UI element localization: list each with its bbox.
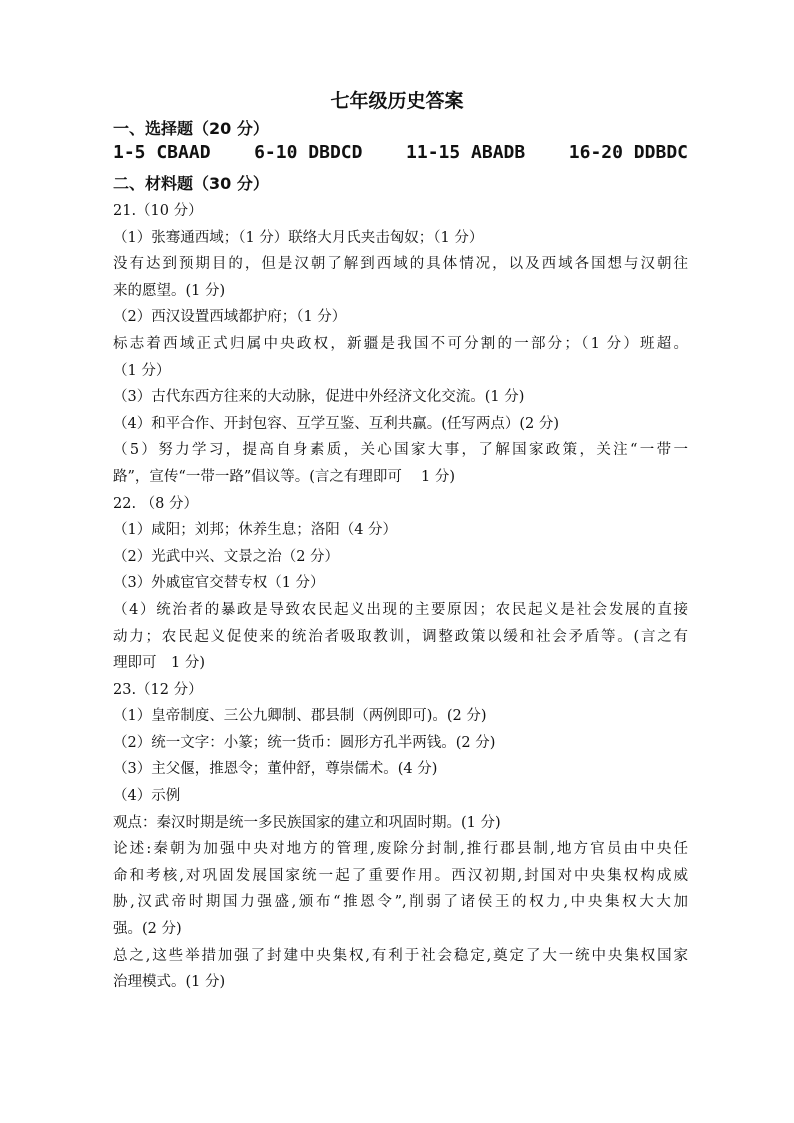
answer-line: 论述:秦朝为加强中央对地方的管理,废除分封制,推行郡县制,地方官员由中央任 — [113, 841, 688, 858]
answer-line: （1 分） — [113, 362, 171, 379]
section-1-heading: 一、选择题（20 分） — [113, 119, 269, 138]
answer-line: 命和考核,对巩固发展国家统一起了重要作用。西汉初期,封国对中央集权构成威 — [113, 867, 688, 884]
answer-line: （4）和平合作、开封包容、互学互鉴、互利共赢。(任写两点）(2 分) — [113, 415, 560, 432]
answer-line: 22. （8 分） — [113, 495, 199, 512]
answer-line: （2）西汉设置西域都护府；（1 分） — [113, 309, 347, 326]
answer-group: 16-20 DDBDC — [568, 142, 688, 163]
section-2-heading: 二、材料题（30 分） — [113, 174, 269, 193]
answer-group: 6-10 DBDCD — [254, 142, 363, 163]
answer-group: 11-15 ABADB — [406, 142, 526, 163]
answer-line: 没有达到预期目的，但是汉朝了解到西域的具体情况，以及西域各国想与汉朝往 — [113, 256, 688, 273]
answer-line: 理即可 1 分) — [113, 655, 205, 672]
answer-line: 路”，宣传“一带一路”倡议等。(言之有理即可 1 分) — [113, 468, 455, 485]
answer-line: 观点：秦汉时期是统一多民族国家的建立和巩固时期。(1 分) — [113, 814, 501, 831]
answer-line: （2）统一文字：小篆；统一货币：圆形方孔半两钱。(2 分) — [113, 734, 496, 751]
answer-line: 总之,这些举措加强了封建中央集权,有利于社会稳定,奠定了大一统中央集权国家 — [113, 947, 688, 964]
material-answers — [113, 198, 688, 996]
answer-line: 来的愿望。(1 分) — [113, 282, 226, 299]
answer-line: （5）努力学习，提高自身素质，关心国家大事，了解国家政策，关注“一带一 — [113, 442, 688, 459]
page-title: 七年级历史答案 — [330, 90, 464, 112]
answer-line: （3）古代东西方往来的大动脉，促进中外经济文化交流。(1 分) — [113, 389, 525, 406]
answer-line: 胁,汉武帝时期国力强盛,颁布“推恩令”,削弱了诸侯王的权力,中央集权大大加 — [113, 894, 688, 911]
answer-line: （4）统治者的暴政是导致农民起义出现的主要原因；农民起义是社会发展的直接 — [113, 601, 688, 618]
answer-line: 强。(2 分) — [113, 921, 182, 938]
answer-line: （1）咸阳；刘邦；休养生息；洛阳（4 分） — [113, 522, 398, 539]
multiple-choice-answers — [113, 142, 688, 163]
answer-line: （3）主父偃，推恩令；董仲舒，尊崇儒术。(4 分) — [113, 761, 438, 778]
answer-line: （3）外戚宦官交替专权（1 分） — [113, 575, 325, 592]
answer-line: （4）示例 — [113, 788, 181, 805]
answer-line: 21.（10 分） — [113, 203, 203, 219]
answer-line: （1）张骞通西域；（1 分）联络大月氏夹击匈奴；（1 分） — [113, 229, 484, 246]
answer-line: 标志着西域正式归属中央政权，新疆是我国不可分割的一部分；（1 分）班超。 — [113, 335, 688, 352]
answer-line: 动力；农民起义促使来的统治者吸取教训，调整政策以缓和社会矛盾等。(言之有 — [113, 628, 688, 645]
answer-line: （1）皇帝制度、三公九卿制、郡县制（两例即可)。(2 分) — [113, 708, 487, 725]
answer-line: （2）光武中兴、文景之治（2 分） — [113, 548, 340, 565]
answer-group: 1-5 CBAAD — [113, 142, 211, 163]
answer-line: 23.（12 分） — [113, 681, 203, 698]
answer-line: 治理模式。(1 分) — [113, 974, 226, 991]
